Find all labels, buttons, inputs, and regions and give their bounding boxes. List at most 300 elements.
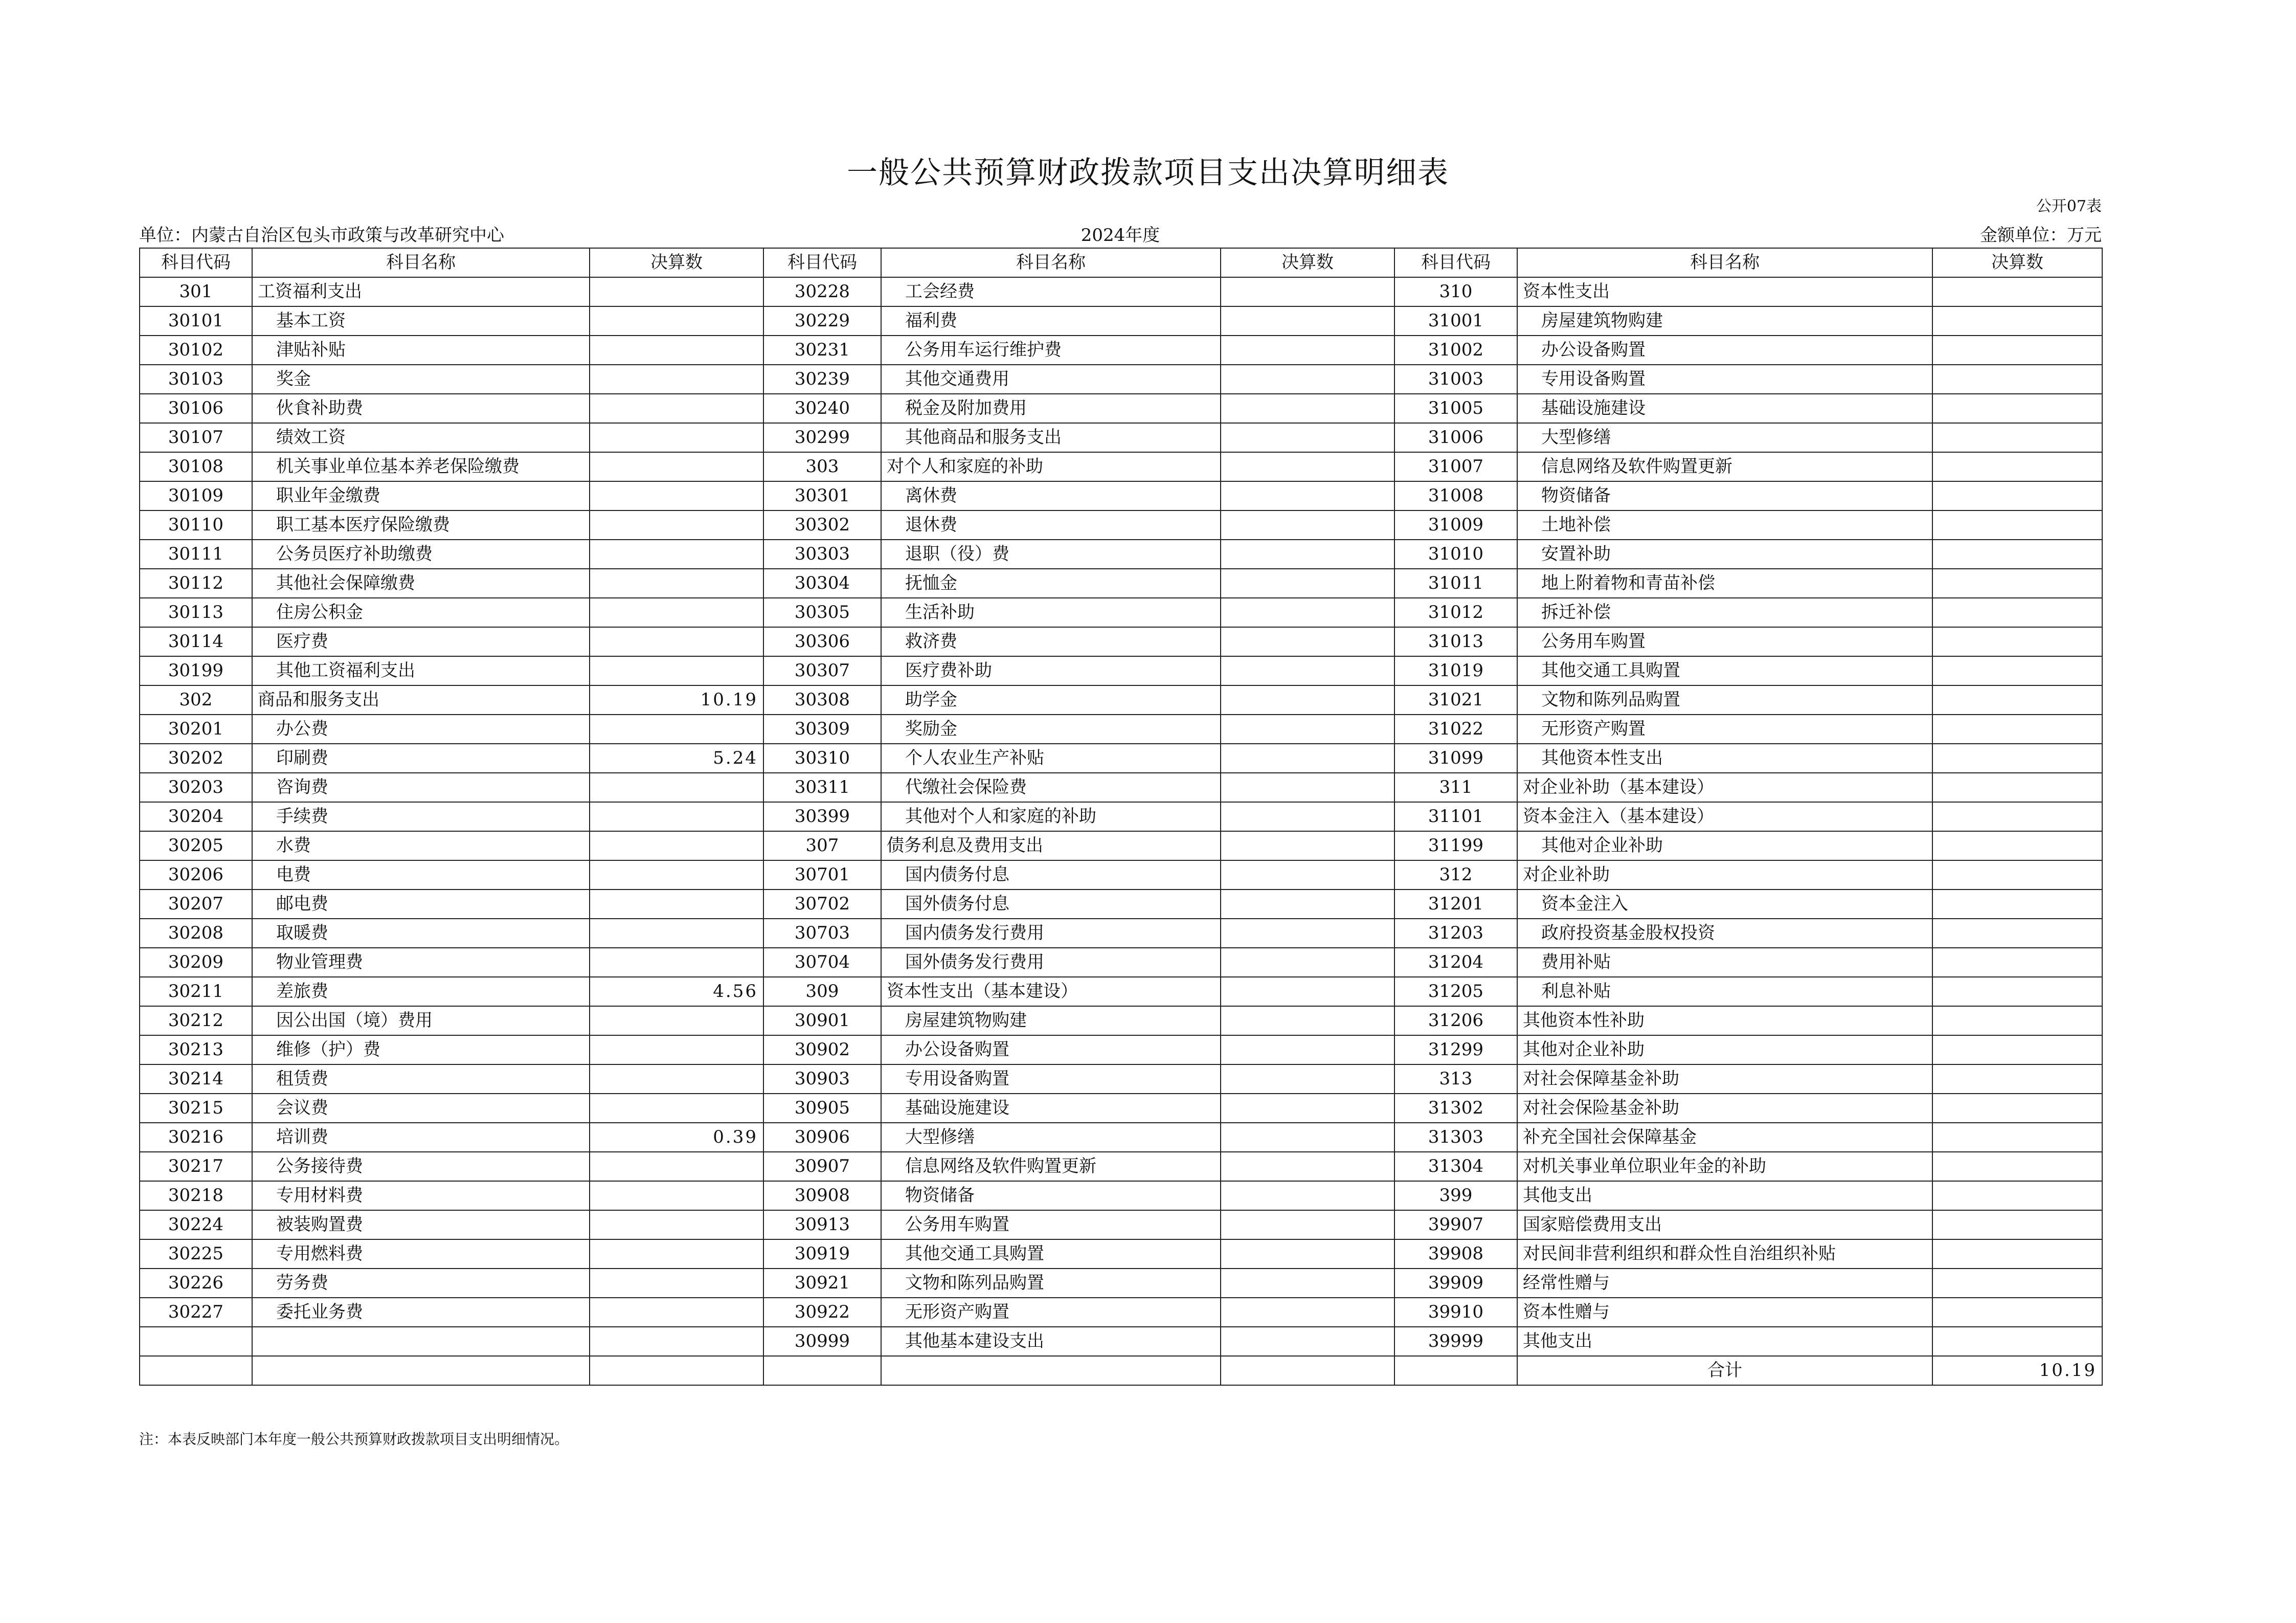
subject-code: 31011 <box>1394 569 1517 598</box>
final-amount: 5.24 <box>590 744 763 773</box>
subject-name: 绩效工资 <box>252 423 590 452</box>
subject-name: 安置补助 <box>1517 540 1932 569</box>
final-amount <box>1221 336 1394 365</box>
table-row <box>140 306 2102 336</box>
subject-name: 水费 <box>252 831 590 860</box>
subject-name: 利息补贴 <box>1517 977 1932 1006</box>
subject-code: 30906 <box>763 1123 881 1152</box>
header-cell: 科目名称 <box>252 248 590 277</box>
subject-code: 30302 <box>763 510 881 540</box>
final-amount <box>1221 277 1394 306</box>
subject-name: 工资福利支出 <box>252 277 590 306</box>
subject-code: 309 <box>763 977 881 1006</box>
subject-code: 30106 <box>140 394 252 423</box>
subject-name: 房屋建筑物购建 <box>1517 306 1932 336</box>
final-amount: 0.39 <box>590 1123 763 1152</box>
subject-name: 无形资产购置 <box>1517 715 1932 744</box>
subject-name: 物业管理费 <box>252 948 590 977</box>
subject-name: 咨询费 <box>252 773 590 802</box>
subject-name: 地上附着物和青苗补偿 <box>1517 569 1932 598</box>
subject-name: 奖励金 <box>881 715 1221 744</box>
final-amount <box>590 1006 763 1035</box>
subject-name: 其他工资福利支出 <box>252 656 590 685</box>
subject-name: 退职（役）费 <box>881 540 1221 569</box>
subject-code: 30216 <box>140 1123 252 1152</box>
final-amount <box>1932 860 2102 890</box>
final-amount <box>1221 1006 1394 1035</box>
subject-code: 30209 <box>140 948 252 977</box>
subject-name: 津贴补贴 <box>252 336 590 365</box>
subject-code: 30240 <box>763 394 881 423</box>
table-row <box>140 1298 2102 1327</box>
subject-code: 30701 <box>763 860 881 890</box>
subject-code: 31205 <box>1394 977 1517 1006</box>
total-row <box>140 1356 2102 1385</box>
table-row <box>140 510 2102 540</box>
subject-name: 资本性支出（基本建设） <box>881 977 1221 1006</box>
subject-name: 专用材料费 <box>252 1181 590 1210</box>
final-amount <box>590 1064 763 1094</box>
subject-name: 办公设备购置 <box>881 1035 1221 1064</box>
subject-name: 抚恤金 <box>881 569 1221 598</box>
subject-code: 31001 <box>1394 306 1517 336</box>
final-amount <box>1932 598 2102 627</box>
footnote: 注：本表反映部门本年度一般公共预算财政拨款项目支出明细情况。 <box>139 1431 569 1448</box>
final-amount <box>1932 656 2102 685</box>
subject-code <box>140 1327 252 1356</box>
final-amount <box>590 802 763 831</box>
subject-code: 30109 <box>140 481 252 510</box>
final-amount <box>1221 569 1394 598</box>
subject-code: 30212 <box>140 1006 252 1035</box>
table-row <box>140 715 2102 744</box>
subject-code: 30399 <box>763 802 881 831</box>
final-amount <box>1221 715 1394 744</box>
subject-name: 会议费 <box>252 1094 590 1123</box>
subject-code: 30201 <box>140 715 252 744</box>
subject-name: 其他对企业补助 <box>1517 831 1932 860</box>
subject-code: 30299 <box>763 423 881 452</box>
subject-name: 差旅费 <box>252 977 590 1006</box>
subject-name: 信息网络及软件购置更新 <box>881 1152 1221 1181</box>
subject-code: 30215 <box>140 1094 252 1123</box>
subject-code: 312 <box>1394 860 1517 890</box>
subject-code: 30205 <box>140 831 252 860</box>
final-amount <box>1932 277 2102 306</box>
subject-name: 其他社会保障缴费 <box>252 569 590 598</box>
subject-code: 30113 <box>140 598 252 627</box>
subject-name: 福利费 <box>881 306 1221 336</box>
subject-code: 30921 <box>763 1269 881 1298</box>
subject-code: 31019 <box>1394 656 1517 685</box>
subject-name: 委托业务费 <box>252 1298 590 1327</box>
subject-code: 30214 <box>140 1064 252 1094</box>
final-amount <box>590 1298 763 1327</box>
table-row <box>140 423 2102 452</box>
subject-code: 31022 <box>1394 715 1517 744</box>
subject-name: 大型修缮 <box>881 1123 1221 1152</box>
subject-name: 职工基本医疗保险缴费 <box>252 510 590 540</box>
subject-name: 其他支出 <box>1517 1327 1932 1356</box>
final-amount <box>1221 510 1394 540</box>
subject-code: 30107 <box>140 423 252 452</box>
final-amount <box>1221 948 1394 977</box>
final-amount <box>1221 656 1394 685</box>
subject-name: 租赁费 <box>252 1064 590 1094</box>
table-row <box>140 948 2102 977</box>
subject-code: 30305 <box>763 598 881 627</box>
subject-code: 30206 <box>140 860 252 890</box>
subject-name: 被装购置费 <box>252 1210 590 1239</box>
final-amount <box>590 1239 763 1269</box>
final-amount <box>590 919 763 948</box>
subject-name: 专用设备购置 <box>881 1064 1221 1094</box>
subject-code: 31099 <box>1394 744 1517 773</box>
final-amount <box>590 1327 763 1356</box>
subject-code: 30303 <box>763 540 881 569</box>
final-amount: 10.19 <box>590 685 763 715</box>
page-title: 一般公共预算财政拨款项目支出决算明细表 <box>847 155 1449 191</box>
final-amount <box>1932 394 2102 423</box>
subject-name: 办公费 <box>252 715 590 744</box>
final-amount <box>590 860 763 890</box>
subject-code: 30199 <box>140 656 252 685</box>
subject-name: 因公出国（境）费用 <box>252 1006 590 1035</box>
final-amount <box>1932 336 2102 365</box>
subject-name: 国内债务发行费用 <box>881 919 1221 948</box>
subject-code: 31299 <box>1394 1035 1517 1064</box>
table-row <box>140 277 2102 306</box>
subject-code: 302 <box>140 685 252 715</box>
subject-name: 商品和服务支出 <box>252 685 590 715</box>
final-amount <box>1221 627 1394 656</box>
subject-name: 助学金 <box>881 685 1221 715</box>
final-amount <box>590 831 763 860</box>
subject-code: 30908 <box>763 1181 881 1210</box>
final-amount <box>1221 394 1394 423</box>
final-amount <box>1932 1210 2102 1239</box>
subject-code: 30999 <box>763 1327 881 1356</box>
subject-name: 大型修缮 <box>1517 423 1932 452</box>
total-label: 合计 <box>1517 1356 1932 1385</box>
subject-name: 国外债务付息 <box>881 890 1221 919</box>
subject-name: 其他对企业补助 <box>1517 1035 1932 1064</box>
final-amount <box>1221 773 1394 802</box>
subject-code: 311 <box>1394 773 1517 802</box>
money-unit: 金额单位：万元 <box>1980 225 2102 246</box>
table-row <box>140 336 2102 365</box>
subject-code: 30202 <box>140 744 252 773</box>
subject-name: 公务用车购置 <box>1517 627 1932 656</box>
table-row <box>140 1269 2102 1298</box>
subject-code: 30704 <box>763 948 881 977</box>
subject-code: 30218 <box>140 1181 252 1210</box>
subject-name: 奖金 <box>252 365 590 394</box>
final-amount <box>590 365 763 394</box>
final-amount <box>1932 1298 2102 1327</box>
table-row <box>140 919 2102 948</box>
final-amount <box>590 540 763 569</box>
subject-code: 30231 <box>763 336 881 365</box>
subject-code: 30901 <box>763 1006 881 1035</box>
subject-name: 取暖费 <box>252 919 590 948</box>
subject-name: 其他资本性支出 <box>1517 744 1932 773</box>
table-row <box>140 1152 2102 1181</box>
subject-code: 39909 <box>1394 1269 1517 1298</box>
header-row <box>140 248 2102 277</box>
subject-code: 30225 <box>140 1239 252 1269</box>
subject-name: 资本性赠与 <box>1517 1298 1932 1327</box>
expenditure-table <box>139 248 2103 1386</box>
final-amount <box>1221 1064 1394 1094</box>
subject-code: 31002 <box>1394 336 1517 365</box>
subject-name: 对民间非营利组织和群众性自治组织补贴 <box>1517 1239 1932 1269</box>
subject-name: 住房公积金 <box>252 598 590 627</box>
subject-code: 30224 <box>140 1210 252 1239</box>
final-amount <box>590 306 763 336</box>
final-amount <box>1221 977 1394 1006</box>
subject-code: 30208 <box>140 919 252 948</box>
subject-code: 30103 <box>140 365 252 394</box>
final-amount <box>1221 1210 1394 1239</box>
subject-name: 其他对个人和家庭的补助 <box>881 802 1221 831</box>
subject-name: 公务接待费 <box>252 1152 590 1181</box>
subject-code: 30102 <box>140 336 252 365</box>
table-row <box>140 1094 2102 1123</box>
subject-code: 310 <box>1394 277 1517 306</box>
subject-code: 30922 <box>763 1298 881 1327</box>
subject-name: 信息网络及软件购置更新 <box>1517 452 1932 481</box>
subject-name: 拆迁补偿 <box>1517 598 1932 627</box>
subject-code: 30907 <box>763 1152 881 1181</box>
subject-name: 工会经费 <box>881 277 1221 306</box>
subject-code: 31302 <box>1394 1094 1517 1123</box>
table-meta <box>139 221 2102 246</box>
subject-code: 313 <box>1394 1064 1517 1094</box>
table-row <box>140 1327 2102 1356</box>
subject-name: 对社会保障基金补助 <box>1517 1064 1932 1094</box>
table-row <box>140 831 2102 860</box>
subject-code: 31005 <box>1394 394 1517 423</box>
table-row <box>140 540 2102 569</box>
subject-code: 30213 <box>140 1035 252 1064</box>
subject-code: 30307 <box>763 656 881 685</box>
subject-code: 31007 <box>1394 452 1517 481</box>
table-row <box>140 598 2102 627</box>
final-amount <box>590 948 763 977</box>
final-amount <box>590 423 763 452</box>
final-amount <box>590 277 763 306</box>
final-amount <box>1932 569 2102 598</box>
subject-code: 30114 <box>140 627 252 656</box>
table-row <box>140 481 2102 510</box>
table-row <box>140 744 2102 773</box>
table-row <box>140 802 2102 831</box>
subject-name: 资本金注入（基本建设） <box>1517 802 1932 831</box>
subject-code: 30310 <box>763 744 881 773</box>
subject-name: 物资储备 <box>881 1181 1221 1210</box>
table-row <box>140 1035 2102 1064</box>
table-row <box>140 569 2102 598</box>
subject-name: 机关事业单位基本养老保险缴费 <box>252 452 590 481</box>
final-amount <box>590 569 763 598</box>
subject-code: 30226 <box>140 1269 252 1298</box>
header-cell: 决算数 <box>1932 248 2102 277</box>
form-number: 公开07表 <box>2036 197 2102 215</box>
final-amount <box>1932 306 2102 336</box>
subject-name: 基础设施建设 <box>881 1094 1221 1123</box>
subject-name: 办公设备购置 <box>1517 336 1932 365</box>
subject-code: 30311 <box>763 773 881 802</box>
final-amount <box>1932 1123 2102 1152</box>
final-amount <box>1932 1181 2102 1210</box>
table-row <box>140 1006 2102 1035</box>
header-cell: 科目代码 <box>763 248 881 277</box>
subject-name: 个人农业生产补贴 <box>881 744 1221 773</box>
subject-code: 30903 <box>763 1064 881 1094</box>
final-amount <box>1221 1327 1394 1356</box>
subject-code: 30204 <box>140 802 252 831</box>
subject-name: 手续费 <box>252 802 590 831</box>
subject-code: 31012 <box>1394 598 1517 627</box>
subject-code: 30308 <box>763 685 881 715</box>
final-amount <box>1221 598 1394 627</box>
subject-code: 30301 <box>763 481 881 510</box>
final-amount <box>590 1152 763 1181</box>
subject-name: 费用补贴 <box>1517 948 1932 977</box>
table-row <box>140 860 2102 890</box>
final-amount <box>1221 1123 1394 1152</box>
table-row <box>140 1123 2102 1152</box>
header-cell: 科目名称 <box>881 248 1221 277</box>
final-amount <box>1221 481 1394 510</box>
final-amount <box>1932 744 2102 773</box>
subject-name: 政府投资基金股权投资 <box>1517 919 1932 948</box>
subject-code: 31206 <box>1394 1006 1517 1035</box>
subject-name: 伙食补助费 <box>252 394 590 423</box>
final-amount <box>1932 919 2102 948</box>
subject-code: 301 <box>140 277 252 306</box>
final-amount <box>590 1035 763 1064</box>
subject-name: 土地补偿 <box>1517 510 1932 540</box>
reporting-unit: 单位：内蒙古自治区包头市政策与改革研究中心 <box>139 225 504 246</box>
subject-code: 39908 <box>1394 1239 1517 1269</box>
subject-name: 对机关事业单位职业年金的补助 <box>1517 1152 1932 1181</box>
subject-name: 房屋建筑物购建 <box>881 1006 1221 1035</box>
subject-code: 30101 <box>140 306 252 336</box>
subject-name: 其他资本性补助 <box>1517 1006 1932 1035</box>
subject-code: 30229 <box>763 306 881 336</box>
subject-code: 39910 <box>1394 1298 1517 1327</box>
subject-name: 债务利息及费用支出 <box>881 831 1221 860</box>
subject-code: 30227 <box>140 1298 252 1327</box>
final-amount <box>590 627 763 656</box>
subject-name: 物资储备 <box>1517 481 1932 510</box>
final-amount <box>1221 423 1394 452</box>
final-amount <box>1932 1064 2102 1094</box>
subject-code: 307 <box>763 831 881 860</box>
subject-code: 31003 <box>1394 365 1517 394</box>
subject-name: 其他交通工具购置 <box>1517 656 1932 685</box>
final-amount <box>1932 685 2102 715</box>
final-amount <box>1221 744 1394 773</box>
subject-name: 医疗费 <box>252 627 590 656</box>
final-amount <box>590 1269 763 1298</box>
subject-name: 其他基本建设支出 <box>881 1327 1221 1356</box>
final-amount <box>1932 481 2102 510</box>
final-amount <box>1932 365 2102 394</box>
final-amount <box>1221 1239 1394 1269</box>
final-amount <box>590 1094 763 1123</box>
subject-name: 资本性支出 <box>1517 277 1932 306</box>
subject-name: 医疗费补助 <box>881 656 1221 685</box>
subject-name: 退休费 <box>881 510 1221 540</box>
subject-code: 30703 <box>763 919 881 948</box>
header-cell: 决算数 <box>590 248 763 277</box>
subject-code: 30702 <box>763 890 881 919</box>
final-amount <box>1932 948 2102 977</box>
final-amount <box>1932 1094 2102 1123</box>
subject-code: 303 <box>763 452 881 481</box>
subject-name: 劳务费 <box>252 1269 590 1298</box>
final-amount <box>590 394 763 423</box>
final-amount <box>1932 890 2102 919</box>
table-row <box>140 1210 2102 1239</box>
subject-name: 补充全国社会保障基金 <box>1517 1123 1932 1152</box>
final-amount <box>590 481 763 510</box>
subject-code: 31009 <box>1394 510 1517 540</box>
subject-code: 30111 <box>140 540 252 569</box>
table-row <box>140 1181 2102 1210</box>
subject-code: 30913 <box>763 1210 881 1239</box>
table-row <box>140 452 2102 481</box>
final-amount <box>1932 831 2102 860</box>
final-amount <box>1932 1239 2102 1269</box>
subject-name: 对企业补助（基本建设） <box>1517 773 1932 802</box>
final-amount <box>1932 977 2102 1006</box>
subject-name: 专用设备购置 <box>1517 365 1932 394</box>
final-amount <box>1932 715 2102 744</box>
subject-name: 经常性赠与 <box>1517 1269 1932 1298</box>
final-amount <box>1221 365 1394 394</box>
table-row <box>140 773 2102 802</box>
final-amount <box>1221 919 1394 948</box>
final-amount <box>1221 1269 1394 1298</box>
subject-name: 文物和陈列品购置 <box>1517 685 1932 715</box>
final-amount <box>590 452 763 481</box>
final-amount <box>1221 802 1394 831</box>
final-amount <box>1932 1035 2102 1064</box>
subject-name: 无形资产购置 <box>881 1298 1221 1327</box>
final-amount <box>1932 802 2102 831</box>
final-amount <box>1221 1035 1394 1064</box>
subject-code: 30108 <box>140 452 252 481</box>
subject-code: 39999 <box>1394 1327 1517 1356</box>
subject-name: 维修（护）费 <box>252 1035 590 1064</box>
table-row <box>140 977 2102 1006</box>
subject-code: 30110 <box>140 510 252 540</box>
subject-name: 对社会保险基金补助 <box>1517 1094 1932 1123</box>
subject-name: 职业年金缴费 <box>252 481 590 510</box>
table-row <box>140 394 2102 423</box>
subject-name: 其他交通工具购置 <box>881 1239 1221 1269</box>
subject-code: 31006 <box>1394 423 1517 452</box>
subject-name: 其他交通费用 <box>881 365 1221 394</box>
subject-name <box>252 1327 590 1356</box>
subject-code: 39907 <box>1394 1210 1517 1239</box>
final-amount <box>1221 1181 1394 1210</box>
final-amount <box>590 336 763 365</box>
